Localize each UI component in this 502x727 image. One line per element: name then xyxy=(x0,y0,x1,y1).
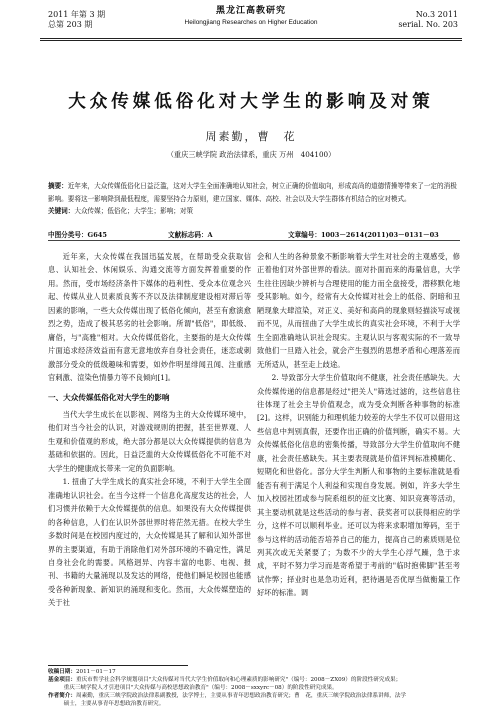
received-date: 收稿日期：2011－01－17 xyxy=(48,669,116,675)
footnote-rule xyxy=(48,665,188,666)
paragraph: 当代大学生成长在以影视、网络为主的大众传媒环境中，他们对当今社会的认识，对游戏规则的把握，甚至世界观、人生观和价值观的形成，绝大部分都是以大众传媒提供的信息为基础和依据的。因此，日益泛滥的大众传媒低俗化不可能不对大学生的健康成长带来一定的负面影响。 xyxy=(48,409,251,473)
abstract xyxy=(48,180,460,205)
abstract-block xyxy=(48,180,460,218)
section-heading: 一、大众传媒低俗化对大学生的影响 xyxy=(48,392,170,402)
fund-project: 基金项目：重庆市哲学社会科学规划项目"大众传媒对当代大学生价值取向和心理素质的影响研究"（编号：2008－ZX09）的阶段性研究成果； xyxy=(48,677,402,683)
serial-line: serial. No. 203 xyxy=(398,20,458,29)
authors: 周素勤，曹 花 xyxy=(205,130,297,143)
header-rule xyxy=(40,38,462,39)
paragraph: 1. 扭曲了大学生成长的真实社会环境，不利于大学生全面准确地认识社会。在当今这样一个信息化高度发达的社会，人们习惯并依赖于大众传媒提供的信息。如果没有大众传媒提供的各种信息，人们在认识外部世界时将茫然无措。在校大学生多数时间是在校园内度过的，大众传媒是其了解和认知外部世界的主要渠道，有助于消除他们对外部环境的不确定性，满足自身社会化的需要。风格迥异、内容丰富的电影、电视、报刊、书籍的大量涌现以及发达的网络，使他们瞬足校园也能感受各种新现象、新知识的涌现和变化。然而，大众传媒塑造的关于社 xyxy=(48,477,251,608)
paragraph: 近年来，大众传媒在我国迅猛发展，在帮助受众获取信息、认知社会、休闲娱乐、沟通交流等方面发挥着重要的作用。然而，受市场经济条件下媒体的趋利性、受众本位观念兴起、传媒从业人员素质良莠不齐以及法律制度建设相对滞后等因素的影响，一些大众传媒出现了低俗化倾向，甚至有愈演愈烈之势，造成了极其恶劣的社会影响。所谓"低俗"，即低级、庸俗，与"高雅"相对。大众传媒低俗化，主要指的是大众传媒片面追求经济效益而有意无意地放弃自身社会责任，迷恋或刺激部分受众的低级趣味和需要，如炒作明星绯闻丑闻、注重感官刺激、渲染色情暴力等不良倾向[1]。 xyxy=(48,252,251,383)
footnotes xyxy=(48,668,460,708)
affiliation: （重庆三峡学院 政治法律系，重庆 万州 404100） xyxy=(166,150,336,159)
number-line: No.3 2011 xyxy=(415,10,458,19)
paragraph: 会和人生的各种景象不断影响着大学生对社会的主观感受，修正着他们对外部世界的看法。面对扑面而来的海量信息，大学生往往因缺少辨析与合理使用的能力而全盘接受，潜移默化地受其影响。如今，经常有大众传媒对社会上的低俗、阴暗和丑陋现象大肆渲染，对正义、美好和高尚的现象则轻描淡写或视而不见，从而扭曲了大学生成长的真实社会环境，不利于大学生全面准确地认识社会现实。主观认识与客观实际的不一致导致他们一旦踏入社会，就会产生强烈的思想矛盾和心理落差而无所适从，甚至走上歧途。 xyxy=(257,252,460,369)
journal-title-cn: 黑龙江高教研究 xyxy=(215,6,286,16)
abstract-text: 近年来，大众传媒低俗化日益泛滥，这对大学生全面准确地认知社会，树立正确的价值取向，形成高尚的道德情操等带来了一定的消极影响。要将这一影响降到最低程度，需要坚持合力原则，建立国家、媒体、高校、社会以及大学生群体有机结合的应对模式。 xyxy=(48,182,457,203)
article-number: 文章编号：1003－2614(2011)03－0131－03 xyxy=(288,231,439,239)
clc-number: 中图分类号：G645 xyxy=(48,231,107,239)
author-bio: 作者简介：周素勤，重庆三峡学院政治法律系副教授，法学博士，主要从事青年思想政治教育研究；曹 花，重庆三峡学院政治法律系讲师，法学 xyxy=(48,693,407,699)
body-column-left xyxy=(48,250,251,610)
keywords-text: 大众传媒；低俗化；大学生；影响；对策 xyxy=(74,207,194,215)
document-code: 文献标志码：A xyxy=(168,231,213,239)
issue-line: 2011 年第 3 期 xyxy=(48,10,106,19)
fund-project-2: 重庆三峡学院人才引进项目"大众传媒与高校思想政治教育"（编号：2008－sxxyrc－08）的阶段性研究成果。 xyxy=(63,685,338,691)
page-header xyxy=(0,0,502,44)
body-column-right xyxy=(257,250,460,600)
header-rule-thin xyxy=(40,40,462,41)
article-title: 大众传媒低俗化对大学生的影响及对策 xyxy=(68,92,434,112)
total-issue-line: 总第 203 期 xyxy=(48,20,93,29)
author-bio-2: 硕士，主要从事青年思想政治教育研究。 xyxy=(63,701,165,707)
abstract-divider xyxy=(48,240,460,241)
keywords xyxy=(48,205,460,218)
paragraph: 2. 导致部分大学生价值取向不健康，社会责任感缺失。大众传媒传递的信息都是经过"把关人"筛选过滤的，这些信息往往体现了社会主导价值观念，成为受众判断各种事物的标准[2]。这样，识别能力和理机能力较差的大学生不仅可以借用这些信息中判别真假，还要作出正确的价值判断，确实不易。大众传媒低俗化信息的密集传播，导致部分大学生价值取向不健康，社会责任感缺失。其主要表现就是价值评判标准模糊化、短期化和世俗化。部分大学生判断人和事物的主要标准就是看能否有利于满足个人利益和实现自身发展。例如，许多大学生加入校园社团或参与院系组织的征文比赛、知识竞赛等活动，其主要动机就是这些活动的参与者、获奖者可以获得相应的学分，这样不可以顺利毕业。还可以为将来求职增加筹码，至于参与这样的活动能否培养自己的能力，提高自己的素质则是位列其次或无关紧要了；为数不少的大学生心浮气躁，急于求成，平时不努力学习而是寄希望于考前的"临时抱佛脚"甚至考试作弊；择业时也是急功近利，把待遇是否优厚当做衡量工作好坏的标准。调 xyxy=(257,373,460,598)
abstract-label: 摘要： xyxy=(48,182,68,190)
journal-title-en: Heilongjiang Researches on Higher Education xyxy=(184,19,318,26)
keywords-label: 关键词： xyxy=(48,207,75,215)
serial-info xyxy=(398,10,458,30)
